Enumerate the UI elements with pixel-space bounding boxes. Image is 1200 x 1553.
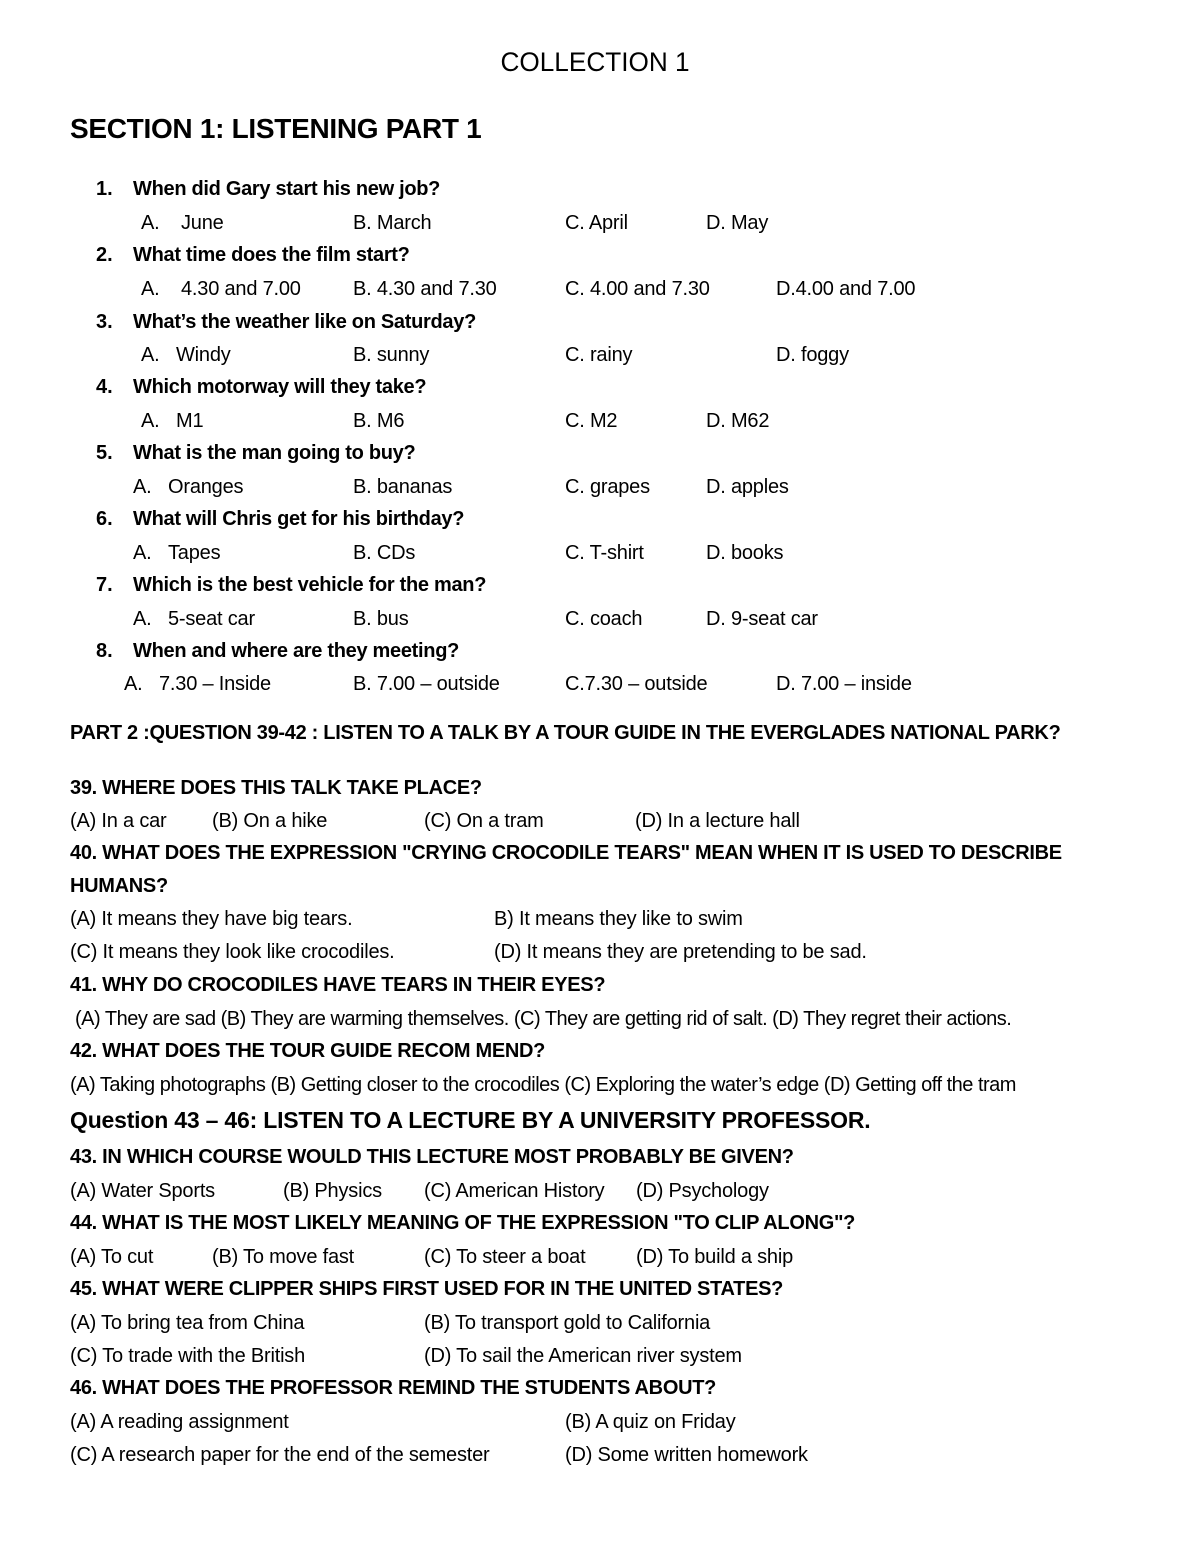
option-b: B. 7.00 – outside [353, 673, 500, 695]
option-a-letter: A. [141, 212, 160, 234]
option-a: 5-seat car [168, 608, 255, 630]
q46-option-d: (D) Some written homework [565, 1444, 808, 1466]
option-c: C.7.30 – outside [565, 673, 708, 695]
question-number: 5. [96, 442, 113, 464]
section-heading: SECTION 1: LISTENING PART 1 [70, 113, 482, 144]
question-text: What’s the weather like on Saturday? [133, 311, 476, 333]
option-d: D. 9-seat car [706, 608, 818, 630]
q40-option-d: (D) It means they are pretending to be sad. [494, 941, 867, 963]
option-a: M1 [176, 410, 204, 432]
option-b: B. CDs [353, 542, 416, 564]
option-b: B. March [353, 212, 432, 234]
question-number: 3. [96, 311, 113, 333]
option-a: Windy [176, 344, 231, 366]
q39-option-d: (D) In a lecture hall [635, 810, 800, 832]
question-number: 7. [96, 574, 113, 596]
q45-option-b: (B) To transport gold to California [424, 1312, 711, 1334]
question-text: What is the man going to buy? [133, 442, 416, 464]
question-40: 40. WHAT DOES THE EXPRESSION "CRYING CROCODILE TEARS" MEAN WHEN IT IS USED TO DESCRIBE [70, 842, 1062, 864]
option-a-letter: A. [133, 542, 152, 564]
question-text: Which is the best vehicle for the man? [133, 574, 487, 596]
option-c: C. M2 [565, 410, 618, 432]
question-42: 42. WHAT DOES THE TOUR GUIDE RECOM MEND? [70, 1040, 546, 1062]
q39-option-c: (C) On a tram [424, 810, 544, 832]
option-a-letter: A. [141, 410, 160, 432]
question-text: Which motorway will they take? [133, 376, 427, 398]
q42-options: (A) Taking photographs (B) Getting closer to the crocodiles (C) Exploring the water’s edge (D) Getting off the tram [70, 1074, 1016, 1096]
option-b: B. sunny [353, 344, 430, 366]
option-c: C. April [565, 212, 628, 234]
option-b: B. M6 [353, 410, 405, 432]
question-45: 45. WHAT WERE CLIPPER SHIPS FIRST USED FOR IN THE UNITED STATES? [70, 1278, 784, 1300]
option-b: B. bananas [353, 476, 453, 498]
option-d: D. 7.00 – inside [776, 673, 912, 695]
option-d: D. apples [706, 476, 789, 498]
question-39: 39. WHERE DOES THIS TALK TAKE PLACE? [70, 777, 482, 799]
option-a-letter: A. [141, 278, 160, 300]
q45-option-d: (D) To sail the American river system [424, 1345, 742, 1367]
option-d: D. foggy [776, 344, 849, 366]
q46-option-a: (A) A reading assignment [70, 1411, 289, 1433]
q39-option-b: (B) On a hike [212, 810, 328, 832]
q43-option-d: (D) Psychology [636, 1180, 769, 1202]
option-d: D. May [706, 212, 769, 234]
question-text: When did Gary start his new job? [133, 178, 441, 200]
q39-option-a: (A) In a car [70, 810, 167, 832]
option-c: C. rainy [565, 344, 633, 366]
option-a-letter: A. [133, 476, 152, 498]
option-a: Tapes [168, 542, 221, 564]
question-text: What time does the film start? [133, 244, 410, 266]
question-number: 1. [96, 178, 113, 200]
question-number: 8. [96, 640, 113, 662]
option-c: C. grapes [565, 476, 650, 498]
q46-option-b: (B) A quiz on Friday [565, 1411, 736, 1433]
option-b: B. bus [353, 608, 409, 630]
q45-option-c: (C) To trade with the British [70, 1345, 306, 1367]
q44-option-b: (B) To move fast [212, 1246, 355, 1268]
option-a-letter: A. [141, 344, 160, 366]
option-c: C. 4.00 and 7.30 [565, 278, 710, 300]
q43-option-a: (A) Water Sports [70, 1180, 215, 1202]
question-41: 41. WHY DO CROCODILES HAVE TEARS IN THEIR EYES? [70, 974, 606, 996]
q44-option-c: (C) To steer a boat [424, 1246, 586, 1268]
question-46: 46. WHAT DOES THE PROFESSOR REMIND THE STUDENTS ABOUT? [70, 1377, 717, 1399]
question-number: 2. [96, 244, 113, 266]
question-40-continued: HUMANS? [70, 875, 168, 897]
q40-option-c: (C) It means they look like crocodiles. [70, 941, 395, 963]
question-text: When and where are they meeting? [133, 640, 460, 662]
option-d: D. M62 [706, 410, 770, 432]
q43-option-b: (B) Physics [283, 1180, 382, 1202]
question-number: 4. [96, 376, 113, 398]
question-43: 43. IN WHICH COURSE WOULD THIS LECTURE MOST PROBABLY BE GIVEN? [70, 1146, 794, 1168]
option-a: 7.30 – Inside [159, 673, 271, 695]
q40-option-a: (A) It means they have big tears. [70, 908, 353, 930]
question-number: 6. [96, 508, 113, 530]
question-44: 44. WHAT IS THE MOST LIKELY MEANING OF THE EXPRESSION "TO CLIP ALONG"? [70, 1212, 856, 1234]
q44-option-a: (A) To cut [70, 1246, 154, 1268]
option-d: D. books [706, 542, 784, 564]
option-a-letter: A. [124, 673, 143, 695]
option-c: C. coach [565, 608, 643, 630]
q44-option-d: (D) To build a ship [636, 1246, 794, 1268]
q45-option-a: (A) To bring tea from China [70, 1312, 305, 1334]
document-title: COLLECTION 1 [500, 47, 690, 77]
option-a: Oranges [168, 476, 244, 498]
option-a: 4.30 and 7.00 [181, 278, 301, 300]
part3-heading: Question 43 – 46: LISTEN TO A LECTURE BY A UNIVERSITY PROFESSOR. [70, 1107, 871, 1133]
option-a: June [181, 212, 224, 234]
part2-heading: PART 2 :QUESTION 39-42 : LISTEN TO A TALK BY A TOUR GUIDE IN THE EVERGLADES NATIONAL PARK? [70, 722, 1061, 744]
q41-options: (A) They are sad (B) They are warming themselves. (C) They are getting rid of salt. (D) They regret their actions. [75, 1008, 1012, 1030]
q40-option-b: B) It means they like to swim [494, 908, 743, 930]
option-c: C. T-shirt [565, 542, 644, 564]
option-b: B. 4.30 and 7.30 [353, 278, 497, 300]
q43-option-c: (C) American History [424, 1180, 605, 1202]
q46-option-c: (C) A research paper for the end of the semester [70, 1444, 490, 1466]
option-d: D.4.00 and 7.00 [776, 278, 916, 300]
option-a-letter: A. [133, 608, 152, 630]
question-text: What will Chris get for his birthday? [133, 508, 465, 530]
